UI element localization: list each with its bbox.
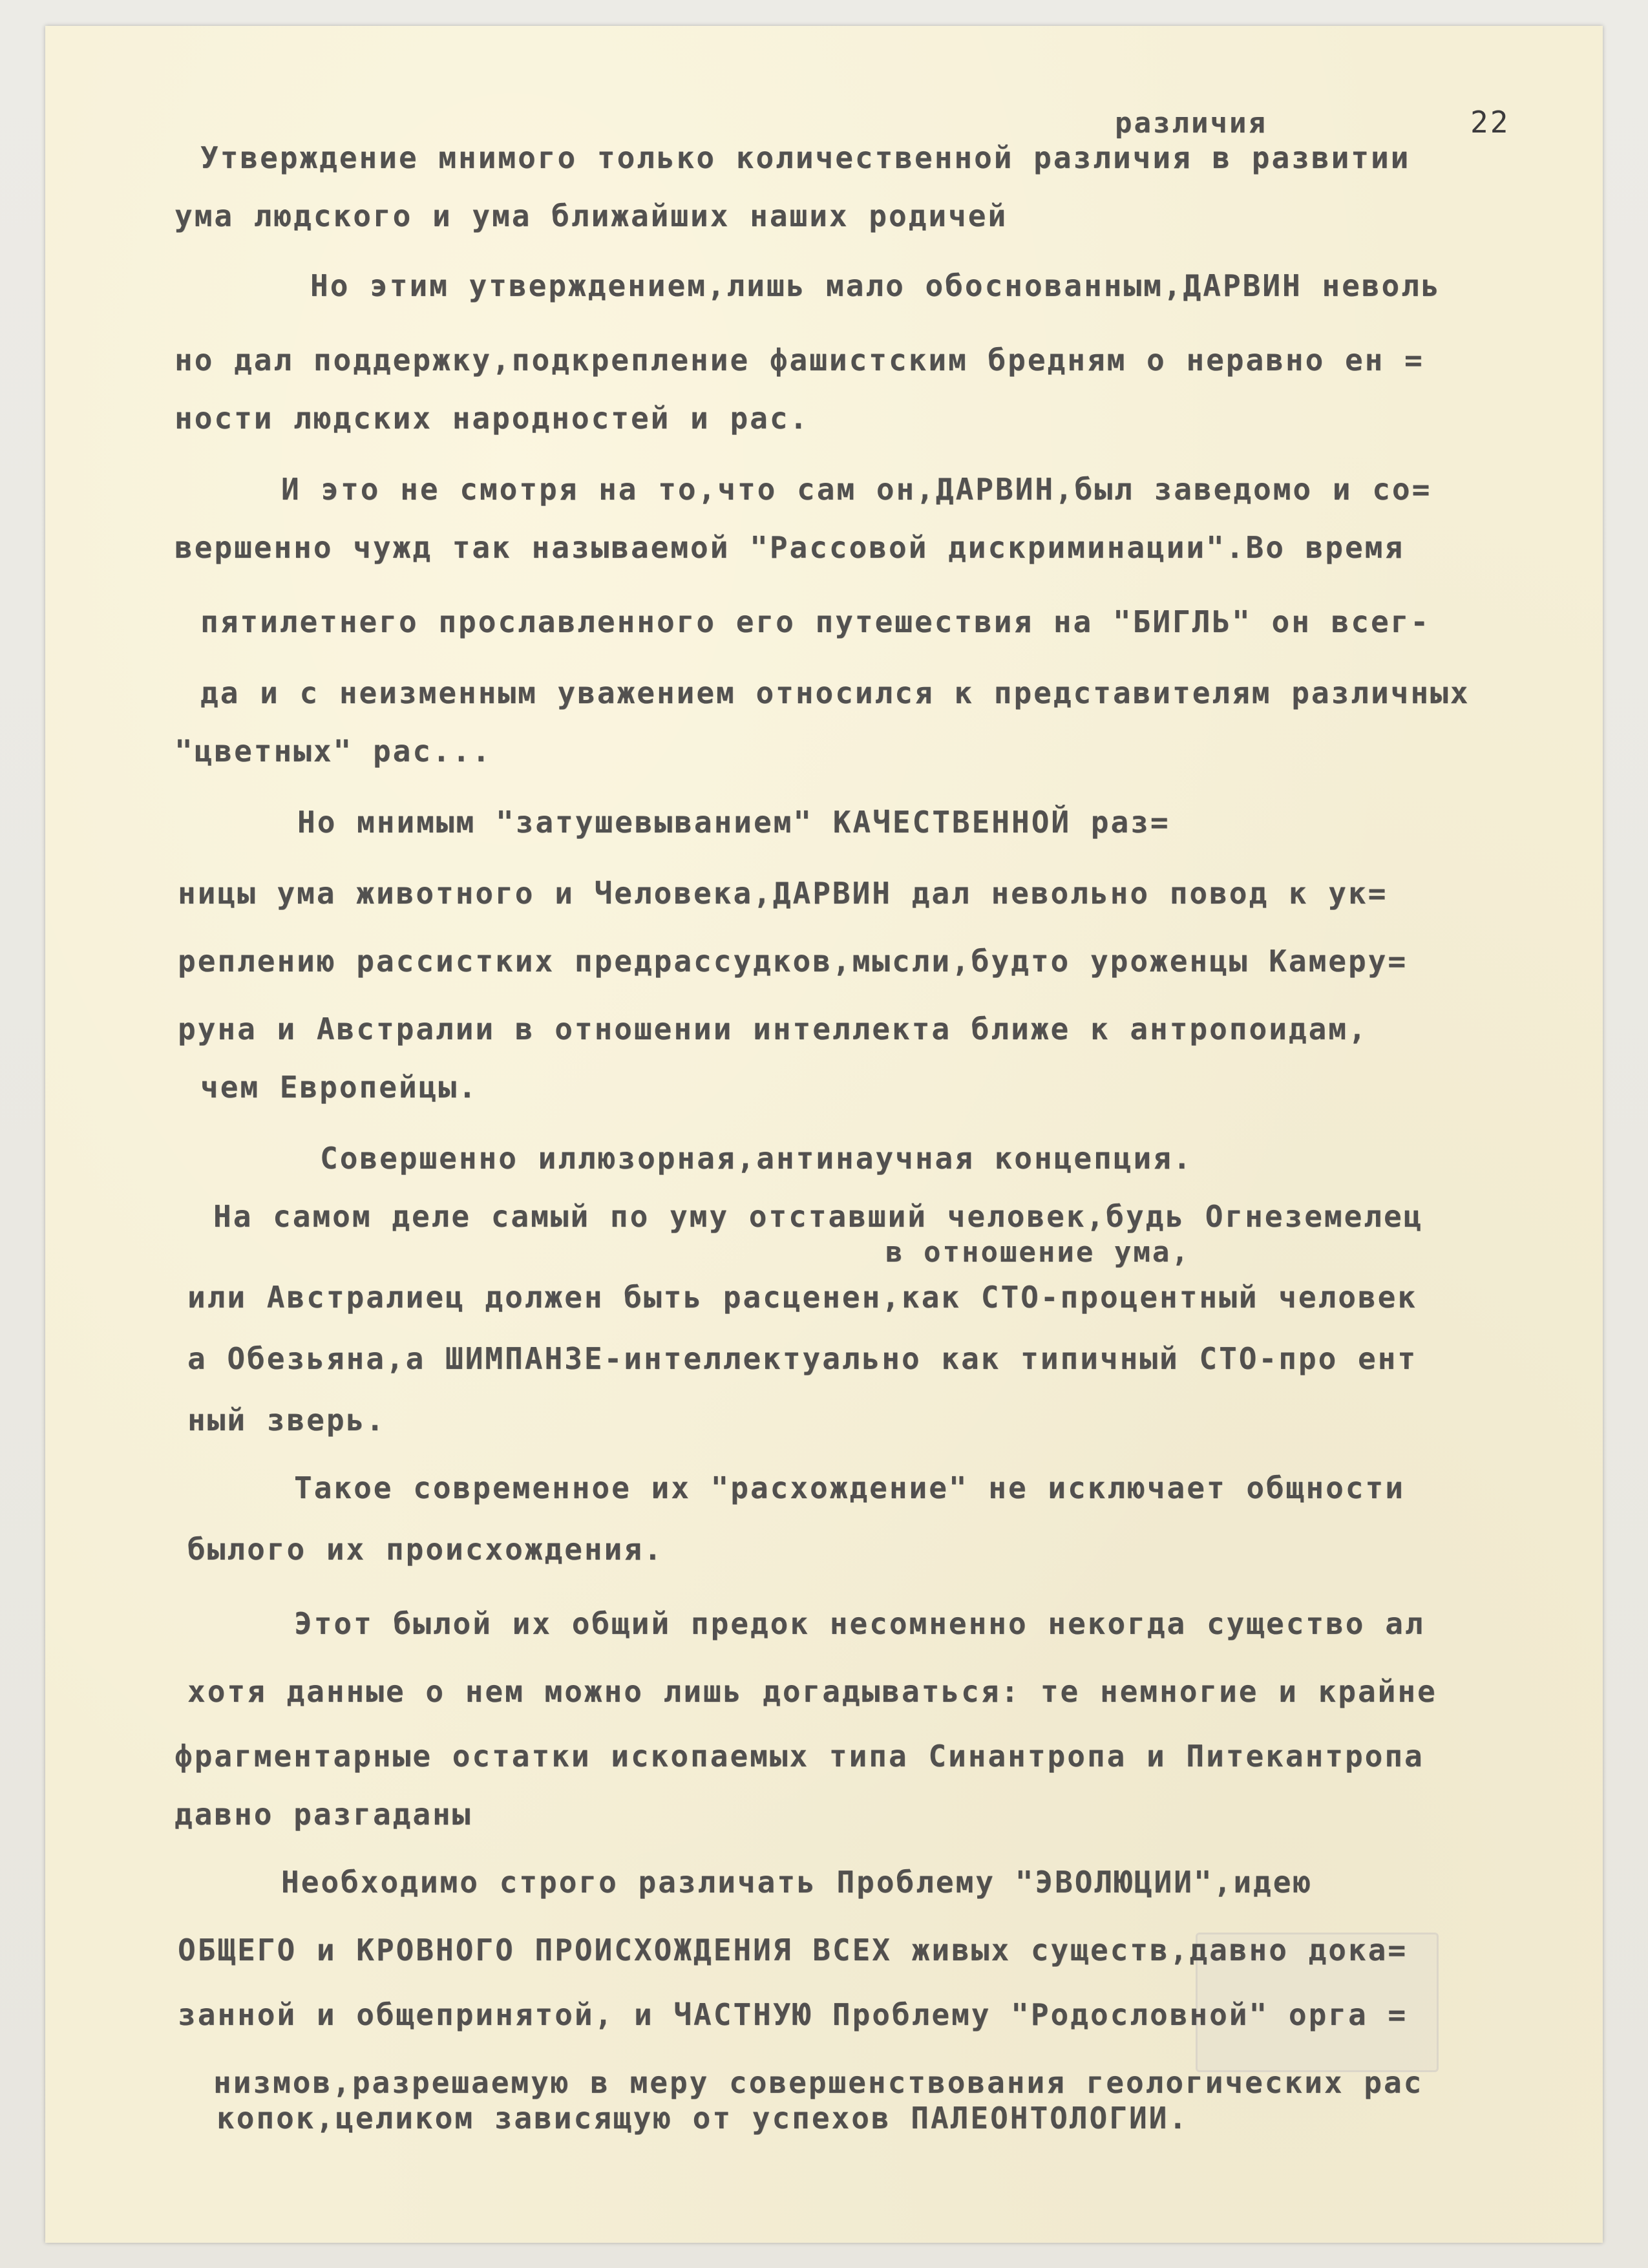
text-line-insertion: в отношение ума, [885,1236,1190,1269]
text-line: чем Европейцы. [200,1070,478,1105]
text-line: Этот былой их общий предок несомненно некогда существо ал [294,1606,1425,1641]
text-line: Утверждение мнимого только количественной различия в развитии [200,140,1411,175]
text-line: реплению рассистких предрассудков,мысли,будто уроженцы Камеру= [178,944,1408,979]
text-line: но дал поддержку,подкрепление фашистским бредням о неравно ен = [174,343,1424,377]
text-line: Но этим утверждением,лишь мало обоснованным,ДАРВИН неволь [310,268,1441,303]
text-line: руна и Австралии в отношении интеллекта ближе к антропоидам, [178,1012,1368,1046]
text-line: былого их происхождения. [187,1532,664,1567]
text-line: копок,целиком зависящую от успехов ПАЛЕОНТОЛОГИИ. [217,2101,1189,2136]
text-line: или Австралиец должен быть расценен,как СТО-процентный человек [187,1280,1418,1315]
text-line: На самом деле самый по уму отставший человек,будь Огнеземелец [213,1199,1424,1234]
text-line: хотя данные о нем можно лишь догадываться: те немногие и крайне [187,1674,1437,1709]
text-line: ный зверь. [187,1403,386,1437]
text-line: а Обезьяна,а ШИМПАНЗЕ-интеллектуально как типичный СТО-про ент [187,1341,1418,1376]
text-line: Необходимо строго различать Проблему "ЭВОЛЮЦИИ",идею [281,1865,1313,1900]
text-line: Такое современное их "расхождение" не исключает общности [294,1470,1405,1505]
text-line: ности людских народностей и рас. [174,401,810,436]
text-line: давно разгаданы [174,1797,472,1832]
text-line: вершенно чужд так называемой "Рассовой дискриминации".Во время [174,530,1405,565]
text-line: пятилетнего прославленного его путешествия на "БИГЛЬ" он всег- [200,604,1431,639]
text-line-insertion: различия [1115,107,1267,140]
text-line: Совершенно иллюзорная,антинаучная концепция. [320,1141,1193,1176]
text-line: ницы ума животного и Человека,ДАРВИН дал невольно повод к ук= [178,876,1388,911]
text-line: ОБЩЕГО и КРОВНОГО ПРОИСХОЖДЕНИЯ ВСЕХ живых существ,давно дока= [178,1933,1408,1967]
page-number: 22 [1470,105,1510,140]
text-line: И это не смотря на то,что сам он,ДАРВИН,был заведомо и со= [281,472,1432,507]
text-line: занной и общепринятой, и ЧАСТНУЮ Проблему "Родословной" орга = [178,1997,1408,2032]
text-line: Но мнимым "затушевыванием" КАЧЕСТВЕННОЙ раз= [297,805,1170,840]
text-line: да и с неизменным уважением относился к представителям различных [200,675,1470,710]
text-line: низмов,разрешаемую в меру совершенствования геологических рас [213,2065,1424,2100]
text-line: фрагментарные остатки ископаемых типа Синантропа и Питекантропа [174,1739,1424,1774]
text-line: ума людского и ума ближайших наших родичей [174,198,1008,233]
text-line: "цветных" рас... [174,734,492,768]
